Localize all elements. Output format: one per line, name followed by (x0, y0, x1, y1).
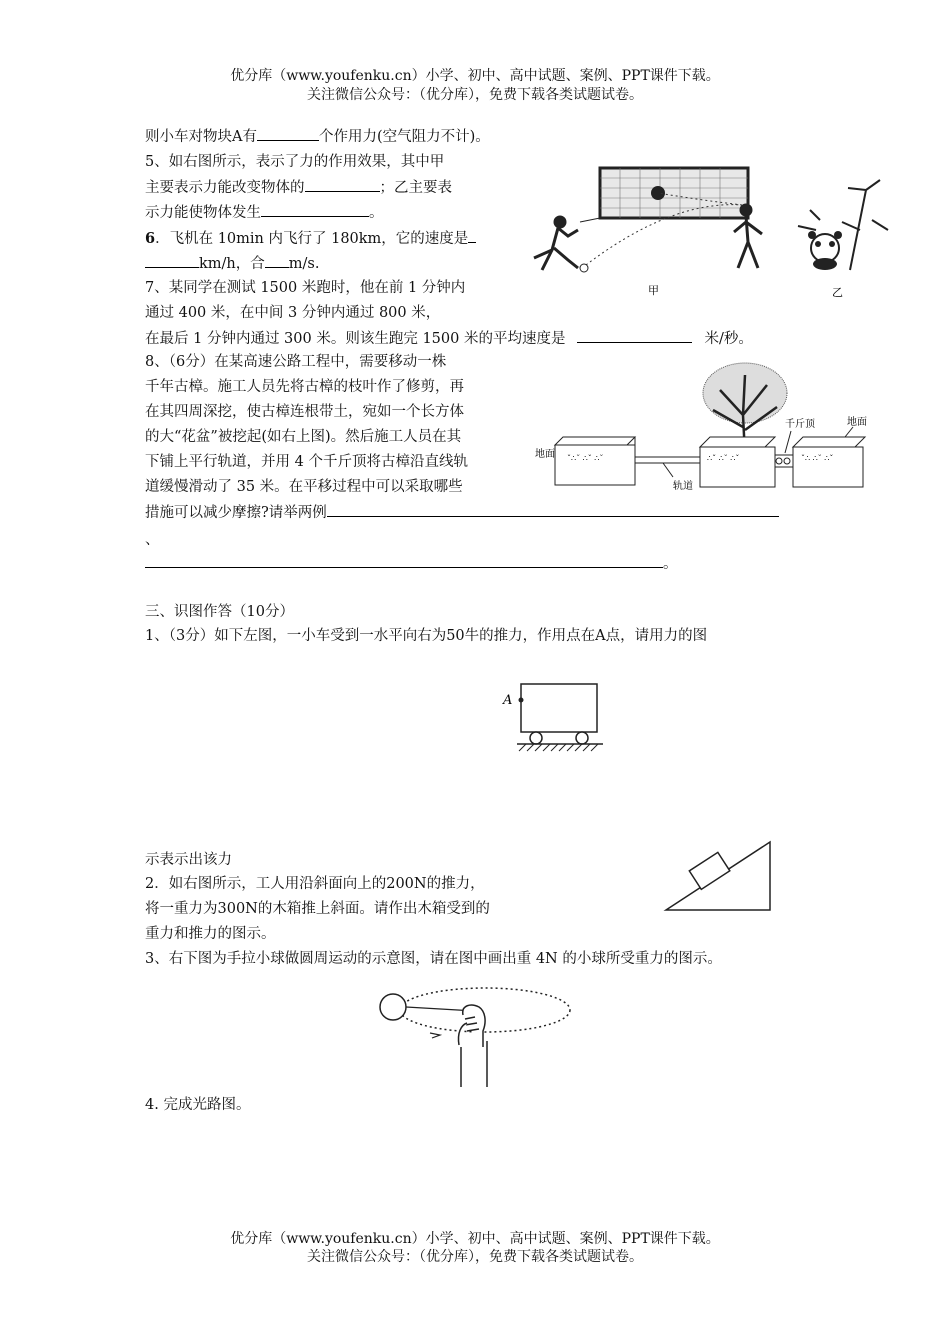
q8-end: 。 (663, 556, 678, 572)
q7-blank[interactable] (577, 328, 692, 343)
q6-blank-1a[interactable] (468, 228, 476, 243)
s3q4-line-1: 4. 完成光路图。 (145, 1097, 251, 1113)
jack (775, 431, 793, 467)
q4-text-b: 个作用力(空气阻力不计)。 (318, 129, 490, 145)
q8-line-9 (145, 553, 678, 574)
q8-line-6: 道缓慢滑动了 35 米。在平移过程中可以采取哪些 (145, 479, 463, 495)
point-a-label: A (503, 693, 513, 708)
q6-number: 6 (145, 230, 156, 247)
cart-wheel-left (530, 732, 542, 744)
header-line-2: 关注微信公众号：（优分库），免费下载各类试题试卷。 (307, 87, 643, 103)
q7-line-3 (145, 328, 753, 349)
q5-blank-2[interactable] (261, 202, 369, 217)
s3q2-line-3: 重力和推力的图示。 (145, 926, 276, 942)
cart-body (521, 684, 597, 732)
s3q1-line-1: 1、（3分）如下左图，一小车受到一水平向右为50牛的推力，作用点在A点，请用力的图 (145, 628, 708, 644)
s3q1-line-2: 示表示出该力 (145, 852, 232, 868)
circular-motion-figure (375, 985, 575, 1090)
q8-tree-figure (535, 355, 885, 495)
right-ground-block (793, 427, 865, 487)
q8-line-2: 千年古樟。施工人员先将古樟的枝叶作了修剪，再 (145, 379, 464, 395)
q6-blank-1b[interactable] (145, 253, 199, 268)
track (635, 457, 700, 477)
q5-text-3a: 示力能使物体发生 (145, 205, 261, 221)
incline-figure (660, 840, 780, 915)
q8-blank-2[interactable] (145, 553, 663, 568)
q6-text-2a: km/h，合 (199, 256, 265, 272)
q5-text-2b: ；乙主要表 (379, 180, 452, 196)
hand-icon (458, 1005, 487, 1087)
s3q2-line-1: 2．如右图所示，工人用沿斜面向上的200N的推力， (145, 876, 485, 892)
q7-line-1: 7、某同学在测试 1500 米跑时，他在前 1 分钟内 (145, 280, 466, 296)
q8-line-5: 下铺上平行轨道，并用 4 个千斤顶将古樟沿直线轨 (145, 454, 468, 470)
cart-figure (500, 680, 610, 755)
q6-line-1 (145, 228, 476, 249)
direction-arrow-icon (430, 1033, 440, 1038)
q7-text-3b: 米/秒。 (704, 331, 753, 347)
q8-line-3: 在其四周深挖，使古樟连根带土，宛如一个长方体 (145, 404, 464, 420)
q5-line-3 (145, 202, 384, 223)
cart-wheel-right (576, 732, 588, 744)
label-ground-left: 地面 (535, 449, 555, 460)
soccer-goal (580, 168, 748, 222)
q7-line-2: 通过 400 米，在中间 3 分钟内通过 800 米， (145, 305, 441, 321)
q8-line-8: 、 (145, 532, 160, 548)
svg-text:∴ˇ ∴˘ ∴ˇ: ∴ˇ ∴˘ ∴ˇ (707, 454, 740, 463)
q8-text-7: 措施可以减少摩擦?请举两例 (145, 505, 327, 521)
fig-label-yi: 乙 (832, 286, 843, 299)
q4-blank[interactable] (257, 126, 319, 141)
q5-text-2a: 主要表示力能改变物体的 (145, 180, 305, 196)
q6-line-2 (145, 253, 319, 274)
q6-text-1: ．飞机在 10min 内飞行了 180km，它的速度是 (155, 231, 469, 247)
svg-text:ˇ∴ ∴˘ ∴ˇ: ˇ∴ ∴˘ ∴ˇ (801, 454, 834, 463)
q6-text-2b: m/s. (288, 256, 320, 272)
ground-hatching (519, 744, 598, 751)
ball (380, 994, 406, 1020)
q5-blank-1[interactable] (305, 177, 380, 192)
header-line-1: 优分库（www.youfenku.cn）小学、初中、高中试题、案例、PPT课件下载。 (230, 68, 720, 84)
q5-figure (520, 160, 890, 300)
fig-label-jia: 甲 (648, 284, 659, 297)
svg-text:ˇ∴˘ ∴ˇ ∴˘: ˇ∴˘ ∴ˇ ∴˘ (567, 454, 604, 463)
panda-bamboo (798, 180, 888, 270)
label-track: 轨道 (673, 481, 693, 492)
root-ball-block (700, 437, 775, 487)
q5-line-2 (145, 177, 452, 198)
section3-title: 三、识图作答（10分） (145, 604, 294, 620)
label-jack: 千斤顶 (785, 419, 815, 430)
soccer-player-kicker (534, 216, 588, 272)
q8-line-1: 8、（6分）在某高速公路工程中，需要移动一株 (145, 354, 447, 370)
label-ground-right: 地面 (847, 417, 867, 428)
q8-line-7 (145, 502, 779, 523)
q4-text-a: 则小车对物块A有 (145, 129, 257, 145)
q8-blank-1[interactable] (327, 502, 779, 517)
point-a-dot (519, 698, 524, 703)
q5-line-1: 5、如右图所示，表示了力的作用效果，其中甲 (145, 154, 445, 170)
q7-text-3a: 在最后 1 分钟内通过 300 米。则该生跑完 1500 米的平均速度是 (145, 331, 566, 347)
q8-line-4: 的大“花盆”被挖起(如右上图)。然后施工人员在其 (145, 429, 462, 445)
q5-text-3b: 。 (369, 205, 384, 221)
q4-tail (145, 126, 490, 147)
q6-blank-2[interactable] (265, 253, 289, 268)
s3q2-line-2: 将一重力为300N的木箱推上斜面。请作出木箱受到的 (145, 901, 490, 917)
footer-line-1: 优分库（www.youfenku.cn）小学、初中、高中试题、案例、PPT课件下载。 (230, 1231, 720, 1247)
footer-line-2: 关注微信公众号：（优分库），免费下载各类试题试卷。 (307, 1249, 643, 1265)
s3q3-line-1: 3、右下图为手拉小球做圆周运动的示意图，请在图中画出重 4N 的小球所受重力的图示。 (145, 951, 722, 967)
left-ground-block (555, 437, 635, 485)
